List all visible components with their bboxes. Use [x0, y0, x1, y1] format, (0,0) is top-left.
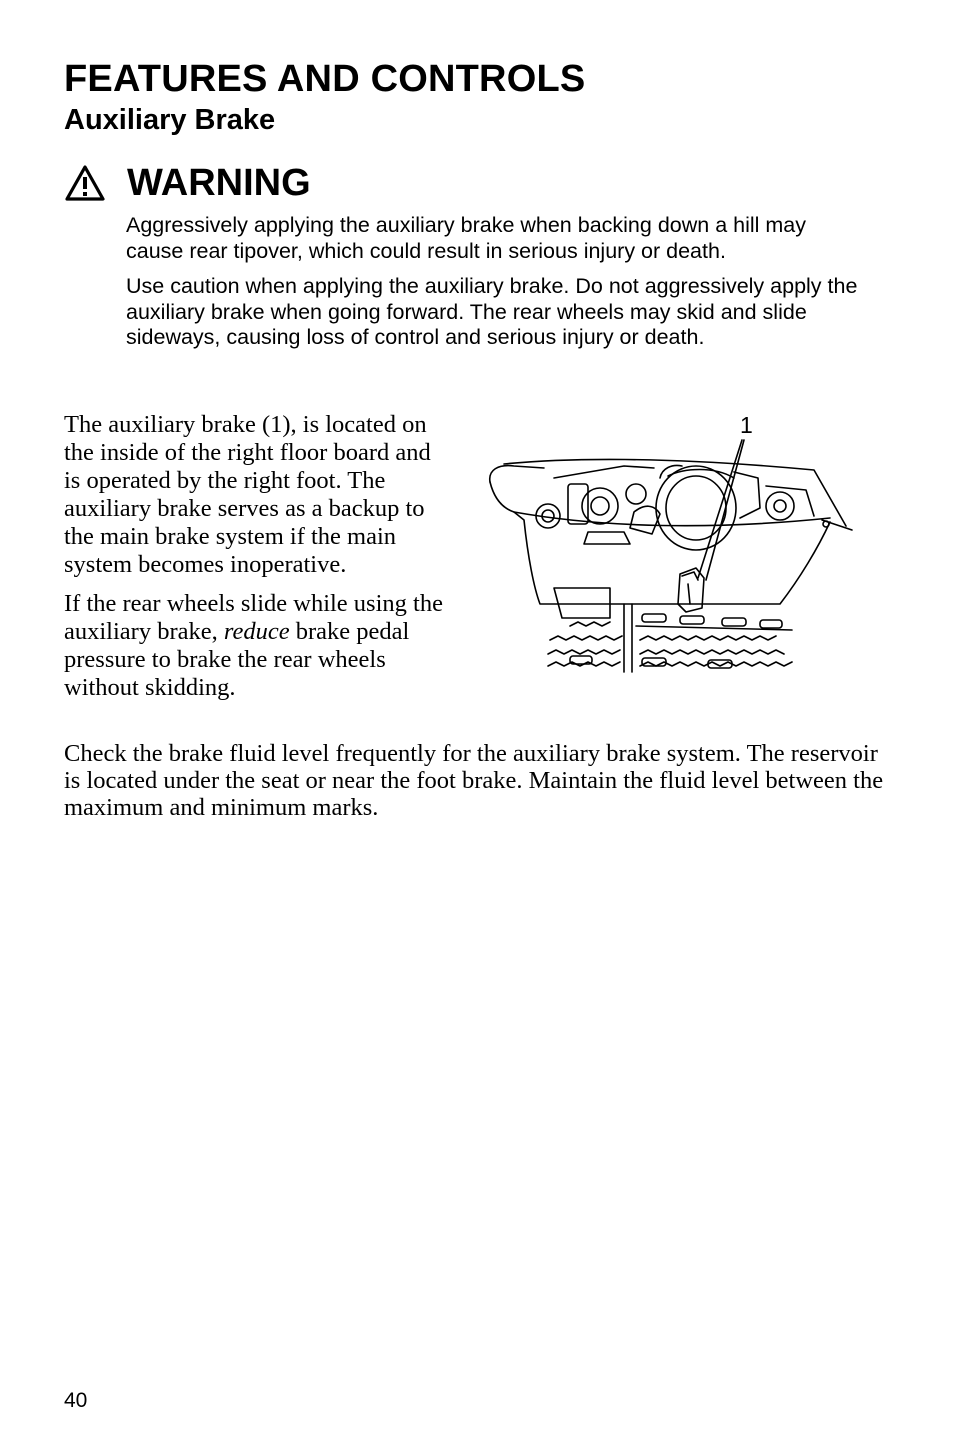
auxiliary-brake-illustration	[484, 408, 856, 680]
body-paragraph	[64, 590, 444, 702]
warning-paragraph: Use caution when applying the auxiliary brake. Do not aggressively apply the auxiliary brake when going forward. The rear wheels may skid and slide sideways, causing loss of control and serious injury or death.	[126, 274, 858, 349]
body-paragraph: Check the brake fluid level frequently for the auxiliary brake system. The reservoir is located under the seat or near the foot brake. Maintain the fluid level between the maximum and minimum marks.	[64, 740, 884, 821]
body-text: brake pedal pressure to brake the rear wheels without skidding.	[64, 618, 410, 701]
warning-triangle-icon	[65, 165, 105, 201]
warning-heading	[64, 160, 311, 206]
page-number: 40	[64, 1389, 88, 1412]
body-text: If the rear wheels slide while using the auxiliary brake,	[64, 590, 443, 645]
emphasis-text: reduce	[223, 618, 290, 645]
warning-paragraph: Aggressively applying the auxiliary brake when backing down a hill may cause rear tipover, which could result in serious injury or death.	[126, 213, 807, 263]
warning-body	[126, 213, 866, 361]
body-left-column	[64, 411, 444, 713]
warning-title: WARNING	[127, 162, 311, 204]
body-full-paragraph	[64, 740, 884, 821]
body-paragraph: The auxiliary brake (1), is located on the inside of the right floor board and is operated by the right foot. The auxiliary brake serves as a backup to the main brake system if the main system becomes inoperative.	[64, 411, 431, 578]
figure-callout-label: 1	[740, 412, 753, 438]
subsection-title: Auxiliary Brake	[64, 104, 276, 136]
section-title: FEATURES AND CONTROLS	[64, 58, 586, 100]
